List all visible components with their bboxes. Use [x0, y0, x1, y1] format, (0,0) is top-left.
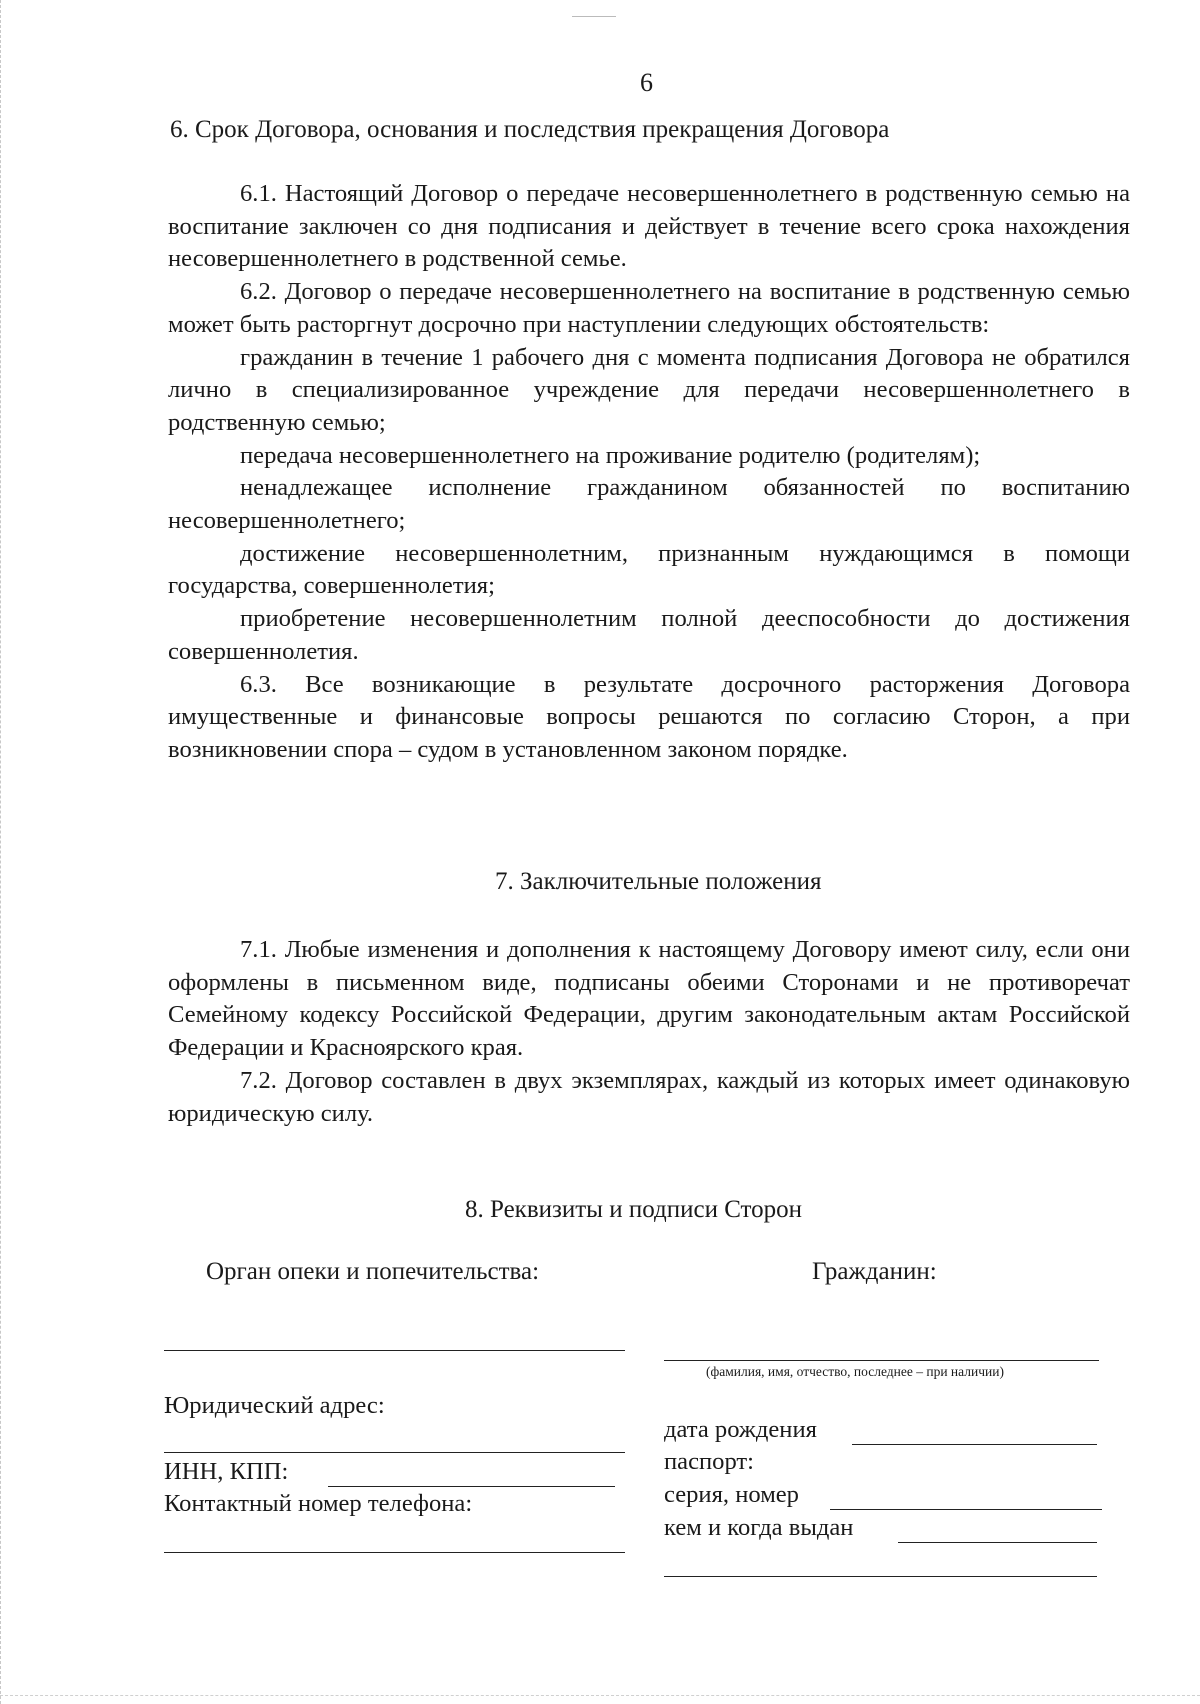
- condition-item: приобретение несовершеннолетним полной дееспособности до достижения совершеннолетия.: [168, 605, 1130, 665]
- section-8-title: 8. Реквизиты и подписи Сторон: [465, 1196, 803, 1223]
- passport-label: паспорт:: [664, 1448, 755, 1475]
- clause-6-1: 6.1. Настоящий Договор о передаче несовершеннолетнего в родственную семью на воспитание заключен со дня подписания и действует в течение всего срока нахождения несовершеннолетнего в родственной семье.: [168, 180, 1130, 273]
- section-7-body: [168, 934, 1130, 1130]
- series-number-line: [830, 1509, 1102, 1510]
- condition-item: гражданин в течение 1 рабочего дня с момента подписания Договора не обратился лично в специализированное учреждение для передачи несовершеннолетнего в родственную семью;: [168, 343, 1130, 436]
- phone-label: Контактный номер телефона:: [164, 1490, 473, 1517]
- citizen-title: Гражданин:: [812, 1258, 937, 1285]
- legal-address-label: Юридический адрес:: [164, 1392, 385, 1419]
- guardianship-authority-title: Орган опеки и попечительства:: [206, 1258, 540, 1285]
- scan-mark-top: [572, 16, 616, 17]
- inn-kpp-label: ИНН, КПП:: [164, 1458, 289, 1485]
- condition-item: достижение несовершеннолетним, признанным нуждающимся в помощи государства, совершеннолетия;: [168, 539, 1130, 600]
- issued-by-line: [898, 1542, 1097, 1543]
- page-number: 6: [640, 68, 653, 97]
- clause-6-2: 6.2. Договор о передаче несовершеннолетнего на воспитание в родственную семью может быть расторгнут досрочно при наступлении следующих обстоятельств:: [168, 278, 1130, 338]
- clause-6-3: 6.3. Все возникающие в результате досрочного расторжения Договора имущественные и финансовые вопросы решаются по согласию Сторон, а при возникновении спора – судом в установленном законом порядке.: [168, 670, 1130, 763]
- section-6-title: 6. Срок Договора, основания и последствия прекращения Договора: [170, 116, 890, 143]
- condition-item: ненадлежащее исполнение гражданином обязанностей по воспитанию несовершеннолетнего;: [168, 474, 1130, 535]
- clause-7-2: 7.2. Договор составлен в двух экземплярах, каждый из которых имеет одинаковую юридическую силу.: [168, 1066, 1130, 1127]
- birth-date-line: [852, 1444, 1097, 1445]
- condition-item: передача несовершеннолетнего на проживание родителю (родителям);: [240, 441, 981, 469]
- citizen-name-caption: (фамилия, имя, отчество, последнее – при наличии): [706, 1364, 1004, 1379]
- section-7-title: 7. Заключительные положения: [495, 868, 822, 895]
- birth-date-label: дата рождения: [664, 1416, 817, 1443]
- phone-line: [164, 1552, 625, 1553]
- series-number-label: серия, номер: [664, 1481, 799, 1508]
- legal-address-line: [164, 1452, 625, 1453]
- scan-edge-bottom: [0, 1695, 1200, 1696]
- inn-kpp-line: [328, 1486, 615, 1487]
- citizen-name-line: [664, 1360, 1099, 1361]
- authority-signature-line: [164, 1350, 625, 1351]
- issued-by-label: кем и когда выдан: [664, 1514, 854, 1541]
- scan-edge-left: [0, 0, 5, 1704]
- clause-7-1: 7.1. Любые изменения и дополнения к настоящему Договору имеют силу, если они оформлены в письменном виде, подписаны обеими Сторонами и не противоречат Семейному кодексу Российской Федерации, другим законодательным актам Российской Федерации и Красноярского края.: [168, 936, 1130, 1062]
- section-6-body: [168, 178, 1130, 767]
- issued-by-extra-line: [664, 1576, 1097, 1577]
